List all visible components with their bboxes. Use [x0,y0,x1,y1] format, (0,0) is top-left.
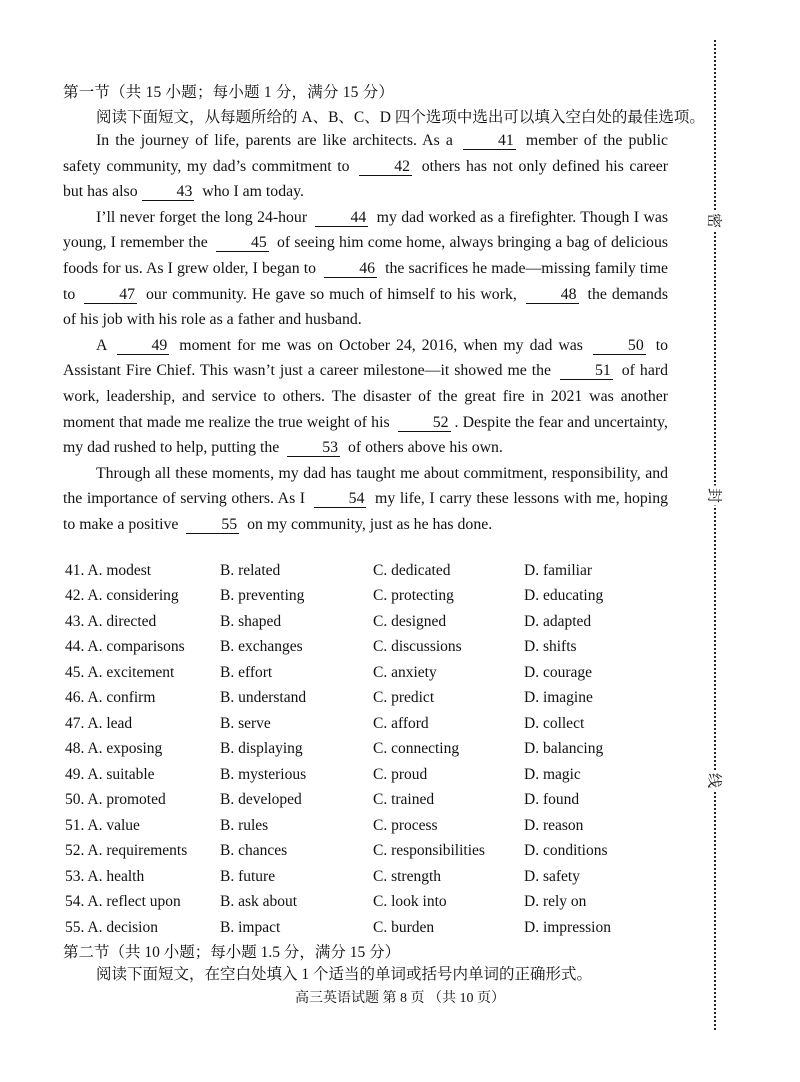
options-list [65,558,665,941]
option-a: 54. A. reflect upon [65,893,181,911]
option-c: C. designed [373,612,447,630]
passage-text: others has not only defined his career but has also [63,157,668,201]
option-d: D. collect [524,714,585,732]
passage-text: Through all these moments, my dad has taught me about commitment, responsibility, and the importance of serving others. As I [63,464,668,508]
option-a: 46. A. confirm [65,689,156,707]
option-row [65,635,665,661]
option-b: B. rules [220,816,269,834]
passage-text: member of the public safety community, my dad’s commitment to [63,132,668,175]
option-b: B. exchanges [220,638,303,656]
option-row [65,660,665,686]
option-row [65,813,665,839]
option-a: 43. A. directed [65,612,157,630]
option-b: B. preventing [220,587,305,605]
option-c: C. anxiety [373,663,437,681]
option-b: B. serve [220,714,271,732]
blank-45: 45 [216,235,269,252]
option-d: D. imagine [524,689,593,707]
blank-50: 50 [593,338,646,355]
passage-text: of others above his own. [344,439,503,457]
option-b: B. chances [220,842,288,860]
option-d: D. impression [524,918,611,936]
option-b: B. displaying [220,740,303,758]
option-c: C. discussions [373,638,462,656]
option-c: C. look into [373,893,447,911]
section1-heading: 第一节（共 15 小题；每小题 1 分，满分 15 分） [63,84,395,101]
option-d: D. conditions [524,842,608,860]
passage-paragraph [63,128,668,205]
option-a: 51. A. value [65,816,140,834]
option-a: 44. A. comparisons [65,638,185,656]
option-a: 52. A. requirements [65,842,188,860]
blank-41: 41 [463,133,516,150]
option-c: C. afford [373,714,429,732]
passage-text: to Assistant Fire Chief. This wasn’t just a career milestone—it showed me the [63,336,668,380]
option-c: C. responsibilities [373,842,485,860]
option-b: B. effort [220,663,273,681]
option-a: 49. A. suitable [65,765,155,783]
option-c: C. burden [373,918,435,936]
option-b: B. shaped [220,612,282,630]
blank-51: 51 [560,363,613,380]
option-row [65,558,665,584]
passage-text: who I am today. [198,183,304,201]
page-footer: 高三英语试题 第 8 页 （共 10 页） [295,991,505,1006]
option-b: B. related [220,561,281,579]
seal-char: 线 [705,771,726,791]
option-row [65,864,665,890]
option-a: 41. A. modest [65,561,152,579]
blank-55: 55 [186,517,239,534]
option-a: 50. A. promoted [65,791,166,809]
blank-47: 47 [84,287,137,304]
blank-48: 48 [526,287,579,304]
option-c: C. connecting [373,740,460,758]
option-d: D. educating [524,587,604,605]
blank-49: 49 [117,338,170,355]
option-row [65,839,665,865]
option-c: C. trained [373,791,435,809]
seal-char: 封 [705,486,726,506]
option-a: 48. A. exposing [65,740,163,758]
passage-text: the demands of his job with his role as a father and husband. [63,285,668,329]
option-a: 42. A. considering [65,587,179,605]
option-c: C. predict [373,689,435,707]
option-row [65,711,665,737]
option-a: 45. A. excitement [65,663,175,681]
passage-text: my dad worked as a firefighter. Though I was young, I remember the [63,208,669,252]
option-d: D. reason [524,816,584,834]
option-b: B. impact [220,918,281,936]
cloze-passage [63,128,668,538]
passage-paragraph [63,205,668,333]
option-d: D. safety [524,867,580,885]
passage-paragraph [63,333,668,461]
option-row [65,915,665,941]
seal-char: 密 [705,211,726,231]
option-c: C. dedicated [373,561,451,579]
section2-heading: 第二节（共 10 小题；每小题 1.5 分，满分 15 分） [63,944,401,961]
option-row [65,890,665,916]
blank-42: 42 [359,159,412,176]
option-b: B. future [220,867,276,885]
passage-paragraph [63,461,668,538]
blank-43: 43 [142,184,195,201]
passage-text: our community. He gave so much of himself to his work, [141,285,522,303]
option-a: 55. A. decision [65,918,158,936]
blank-52: 52 [398,415,451,432]
option-b: B. developed [220,791,302,809]
passage-text: . Despite the fear and uncertainty, my dad rushed to help, putting the [63,413,668,457]
option-d: D. shifts [524,638,577,656]
passage-text: on my community, just as he has done. [243,515,493,533]
option-row [65,686,665,712]
option-c: C. proud [373,765,428,783]
option-d: D. found [524,791,580,809]
section1-instruction: 阅读下面短文，从每题所给的 A、B、C、D 四个选项中选出可以填入空白处的最佳选项。 [96,109,705,126]
option-a: 47. A. lead [65,714,133,732]
passage-text: the sacrifices he made—missing family time to [63,259,668,303]
passage-text: of seeing him come home, always bringing a bag of delicious foods for us. As I grew older, I began to [63,234,669,277]
option-d: D. rely on [524,893,587,911]
option-c: C. process [373,816,438,834]
option-row [65,788,665,814]
blank-53: 53 [287,440,340,457]
section2-instruction: 阅读下面短文，在空白处填入 1 个适当的单词或括号内单词的正确形式。 [96,966,593,983]
option-d: D. courage [524,663,592,681]
option-b: B. mysterious [220,765,307,783]
passage-text: I’ll never forget the long 24-hour [96,208,312,226]
option-a: 53. A. health [65,867,145,885]
option-row [65,737,665,763]
seal-dotted-line [714,40,716,1030]
blank-44: 44 [315,210,368,227]
option-c: C. protecting [373,587,454,605]
passage-text: my life, I carry these lessons with me, hoping to make a positive [63,490,668,533]
option-row [65,762,665,788]
option-d: D. familiar [524,561,593,579]
passage-text: A [96,336,113,354]
option-b: B. ask about [220,893,298,911]
option-row [65,584,665,610]
option-d: D. adapted [524,612,592,630]
passage-text: of hard work, leadership, and service to others. The disaster of the great fire in 2021 was another moment that made me realize the true weight of his [63,362,668,431]
option-d: D. magic [524,765,581,783]
option-d: D. balancing [524,740,604,758]
option-c: C. strength [373,867,442,885]
blank-46: 46 [324,261,377,278]
blank-54: 54 [314,491,367,508]
passage-text: In the journey of life, parents are like architects. As a [96,132,459,149]
passage-text: moment for me was on October 24, 2016, when my dad was [173,336,589,354]
option-row [65,609,665,635]
option-b: B. understand [220,689,307,707]
